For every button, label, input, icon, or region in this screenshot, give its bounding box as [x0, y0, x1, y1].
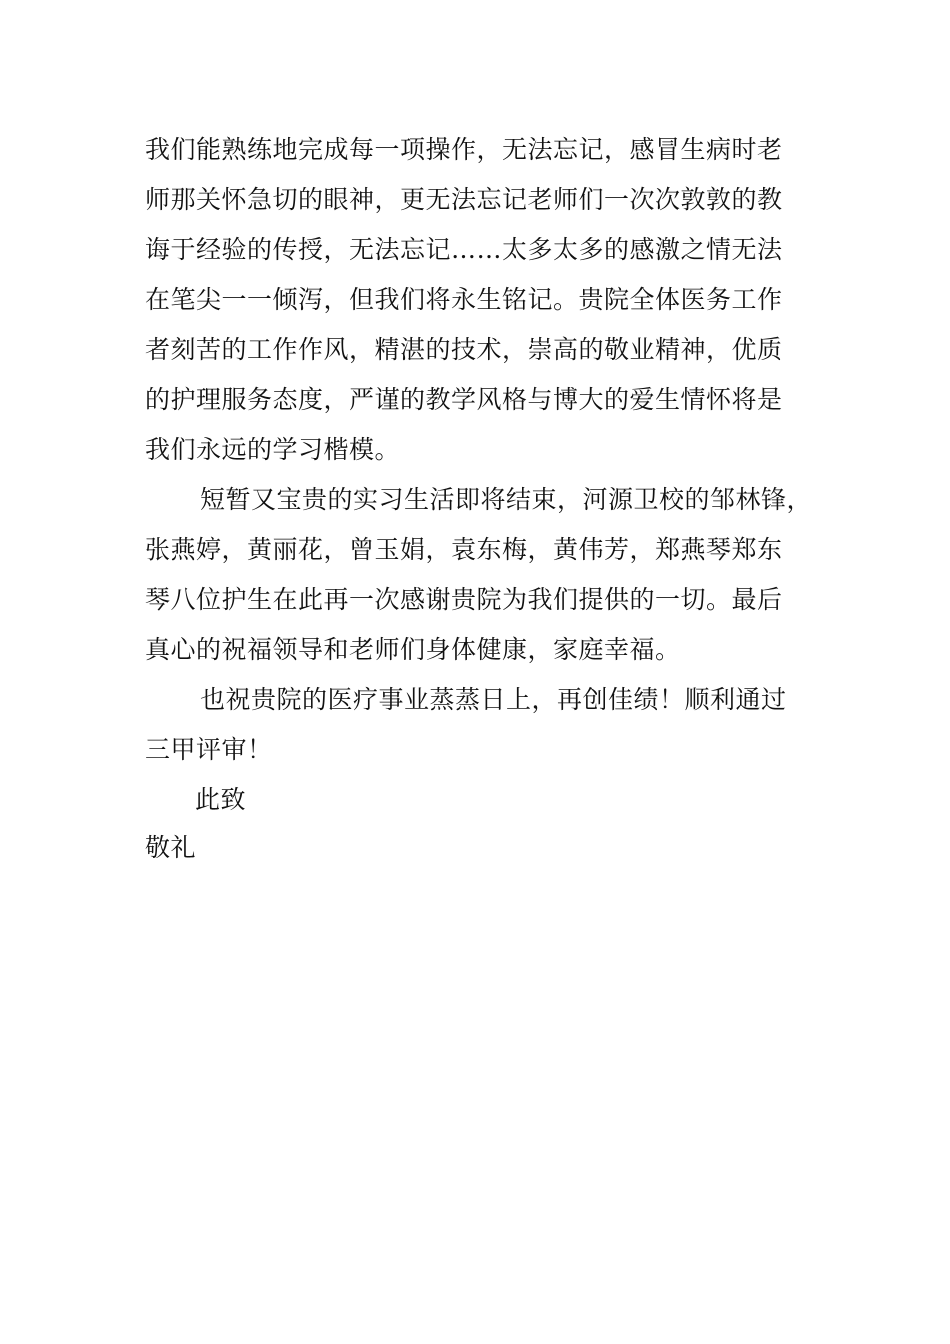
body-line: 师那关怀急切的眼神，更无法忘记老师们一次次敦敦的教: [145, 185, 783, 214]
body-line: 的护理服务态度，严谨的教学风格与博大的爱生情怀将是: [145, 385, 783, 414]
body-line: 我们永远的学习楷模。: [145, 435, 401, 464]
body-line: 在笔尖一一倾泻，但我们将永生铭记。贵院全体医务工作: [145, 285, 783, 314]
body-line: 琴八位护生在此再一次感谢贵院为我们提供的一切。最后: [145, 585, 783, 614]
body-line: 者刻苦的工作作风，精湛的技术，崇高的敬业精神，优质: [145, 335, 783, 364]
salutation-line: 敬礼: [145, 833, 197, 862]
body-line: 三甲评审！: [145, 735, 273, 764]
body-line: 诲于经验的传授，无法忘记……太多太多的感激之情无法: [145, 235, 783, 264]
closing-line: 此致: [195, 785, 247, 814]
paragraph-start-line: 短暂又宝贵的实习生活即将结束，河源卫校的邹林锋，: [200, 485, 813, 514]
body-line: 我们能熟练地完成每一项操作，无法忘记，感冒生病时老: [145, 135, 783, 164]
body-line: 张燕婷，黄丽花，曾玉娟，袁东梅，黄伟芳，郑燕琴郑东: [145, 535, 783, 564]
paragraph-start-line: 也祝贵院的医疗事业蒸蒸日上，再创佳绩！顺利通过: [200, 685, 787, 714]
body-line: 真心的祝福领导和老师们身体健康，家庭幸福。: [145, 635, 681, 664]
